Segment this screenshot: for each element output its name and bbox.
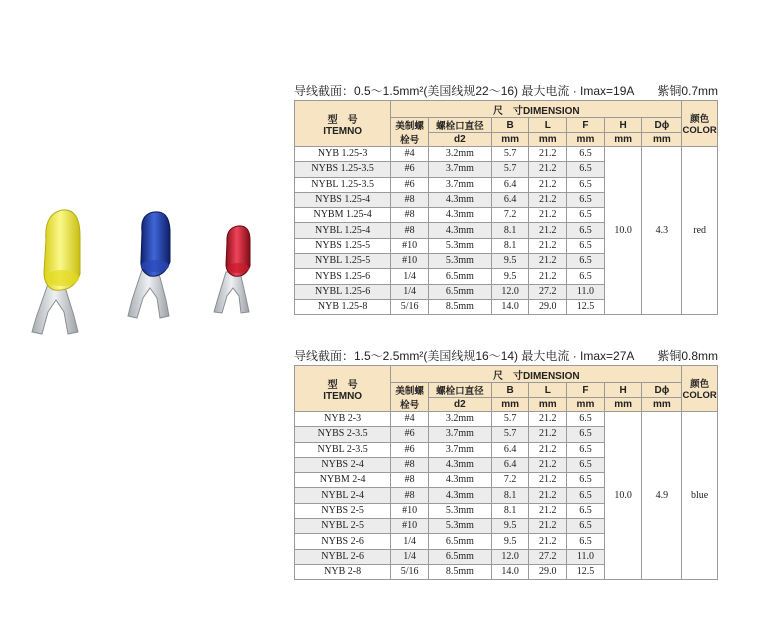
material-label: 紫铜0.8mm xyxy=(657,349,718,363)
blue-fork-terminal xyxy=(128,212,170,318)
us-stud-header xyxy=(391,383,429,412)
l-cell: 21.2 xyxy=(529,192,567,207)
bolt-dia-cell: 5.3mm xyxy=(428,238,491,253)
bolt-dia-cell: 4.3mm xyxy=(428,223,491,238)
f-cell: 6.5 xyxy=(567,269,605,284)
l-cell: 21.2 xyxy=(529,254,567,269)
us-stud-cell: 1/4 xyxy=(391,534,429,549)
b-cell: 5.7 xyxy=(491,162,529,177)
us-stud-cell: #4 xyxy=(391,147,429,162)
l-cell: 21.2 xyxy=(529,534,567,549)
bolt-dia-cell: 3.7mm xyxy=(428,427,491,442)
item-cell: NYBS 2-5 xyxy=(295,503,391,518)
us-stud-cell: 1/4 xyxy=(391,269,429,284)
b-cell: 5.7 xyxy=(491,412,529,427)
color-header xyxy=(682,101,718,147)
item-cell: NYB 1.25-8 xyxy=(295,299,391,314)
b-header: B xyxy=(491,118,529,133)
wire-range-title: 导线截面：1.5～2.5mm²(美国线规16～14) 最大电流 · Imax=27A xyxy=(294,349,635,363)
bolt-dia-cell: 4.3mm xyxy=(428,473,491,488)
item-header-cn: 型 号 xyxy=(327,379,358,391)
unit-header: mm xyxy=(529,133,567,147)
f-cell: 6.5 xyxy=(567,534,605,549)
us-stud-cell: 1/4 xyxy=(391,549,429,564)
f-cell: 6.5 xyxy=(567,503,605,518)
bolt-dia-cell: 5.3mm xyxy=(428,519,491,534)
b-cell: 8.1 xyxy=(491,488,529,503)
b-cell: 8.1 xyxy=(491,238,529,253)
l-cell: 21.2 xyxy=(529,412,567,427)
material-label: 紫铜0.7mm xyxy=(657,84,718,98)
f-cell: 6.5 xyxy=(567,238,605,253)
item-cell: NYBL 1.25-5 xyxy=(295,254,391,269)
item-header xyxy=(295,366,391,412)
unit-header: mm xyxy=(491,133,529,147)
b-cell: 8.1 xyxy=(491,503,529,518)
b-cell: 14.0 xyxy=(491,564,529,579)
dimension-header: 尺 寸DIMENSION xyxy=(391,366,682,383)
item-cell: NYBS 2-4 xyxy=(295,457,391,472)
color-cell: blue xyxy=(682,412,718,580)
item-header-cn: 型 号 xyxy=(327,114,358,126)
us-stud-cell: #6 xyxy=(391,442,429,457)
h-cell: 10.0 xyxy=(604,147,642,315)
b-cell: 5.7 xyxy=(491,147,529,162)
item-cell: NYBS 2-3.5 xyxy=(295,427,391,442)
b-header: B xyxy=(491,383,529,398)
us-stud-cell: #8 xyxy=(391,473,429,488)
l-cell: 21.2 xyxy=(529,488,567,503)
unit-header: mm xyxy=(491,398,529,412)
f-cell: 6.5 xyxy=(567,442,605,457)
b-cell: 6.4 xyxy=(491,442,529,457)
f-cell: 6.5 xyxy=(567,162,605,177)
d2-header: d2 xyxy=(428,398,491,412)
item-cell: NYB 2-3 xyxy=(295,412,391,427)
color-header-en: COLOR xyxy=(682,125,717,136)
b-cell: 9.5 xyxy=(491,269,529,284)
f-cell: 12.5 xyxy=(567,564,605,579)
l-cell: 21.2 xyxy=(529,223,567,238)
f-cell: 11.0 xyxy=(567,284,605,299)
l-cell: 21.2 xyxy=(529,473,567,488)
d2-header: d2 xyxy=(428,133,491,147)
us-stud-cell: #8 xyxy=(391,208,429,223)
table-row xyxy=(295,147,718,162)
b-cell: 7.2 xyxy=(491,208,529,223)
bolt-dia-cell: 3.2mm xyxy=(428,147,491,162)
l-cell: 21.2 xyxy=(529,162,567,177)
f-header: F xyxy=(567,118,605,133)
table-row xyxy=(295,412,718,427)
item-cell: NYBL 1.25-6 xyxy=(295,284,391,299)
bolt-dia-cell: 8.5mm xyxy=(428,564,491,579)
item-cell: NYBS 1.25-6 xyxy=(295,269,391,284)
l-cell: 27.2 xyxy=(529,284,567,299)
f-cell: 6.5 xyxy=(567,192,605,207)
us-stud-header-line1: 美制螺 xyxy=(395,386,424,397)
us-stud-cell: #4 xyxy=(391,412,429,427)
f-cell: 6.5 xyxy=(567,147,605,162)
color-header xyxy=(682,366,718,412)
unit-header: mm xyxy=(604,398,642,412)
l-cell: 29.0 xyxy=(529,299,567,314)
b-cell: 9.5 xyxy=(491,254,529,269)
bolt-dia-cell: 4.3mm xyxy=(428,208,491,223)
item-cell: NYBS 1.25-3.5 xyxy=(295,162,391,177)
bolt-dia-cell: 6.5mm xyxy=(428,284,491,299)
b-cell: 12.0 xyxy=(491,549,529,564)
bolt-dia-cell: 3.7mm xyxy=(428,177,491,192)
us-stud-cell: #6 xyxy=(391,427,429,442)
dimension-header: 尺 寸DIMENSION xyxy=(391,101,682,118)
bolt-dia-cell: 5.3mm xyxy=(428,254,491,269)
l-cell: 21.2 xyxy=(529,269,567,284)
b-cell: 5.7 xyxy=(491,427,529,442)
us-stud-cell: #6 xyxy=(391,162,429,177)
f-cell: 6.5 xyxy=(567,473,605,488)
us-stud-cell: 5/16 xyxy=(391,299,429,314)
b-cell: 12.0 xyxy=(491,284,529,299)
l-cell: 21.2 xyxy=(529,147,567,162)
item-header-en: ITEMNO xyxy=(323,390,363,402)
l-cell: 21.2 xyxy=(529,238,567,253)
red-fork-terminal xyxy=(214,226,250,313)
us-stud-header xyxy=(391,118,429,147)
unit-header: mm xyxy=(529,398,567,412)
bolt-dia-cell: 6.5mm xyxy=(428,269,491,284)
f-cell: 6.5 xyxy=(567,208,605,223)
f-cell: 6.5 xyxy=(567,427,605,442)
bolt-dia-cell: 3.2mm xyxy=(428,412,491,427)
us-stud-header-line1: 美制螺 xyxy=(395,121,424,132)
us-stud-cell: #10 xyxy=(391,503,429,518)
l-header: L xyxy=(529,118,567,133)
h-header: H xyxy=(604,118,642,133)
us-stud-cell: #8 xyxy=(391,223,429,238)
item-cell: NYB 1.25-3 xyxy=(295,147,391,162)
l-cell: 21.2 xyxy=(529,208,567,223)
us-stud-cell: #8 xyxy=(391,488,429,503)
f-cell: 6.5 xyxy=(567,412,605,427)
dphi-cell: 4.9 xyxy=(642,412,682,580)
f-cell: 6.5 xyxy=(567,519,605,534)
bolt-dia-cell: 4.3mm xyxy=(428,457,491,472)
b-cell: 7.2 xyxy=(491,473,529,488)
item-cell: NYBM 1.25-4 xyxy=(295,208,391,223)
h-cell: 10.0 xyxy=(604,412,642,580)
color-cell: red xyxy=(682,147,718,315)
f-cell: 6.5 xyxy=(567,488,605,503)
us-stud-cell: #10 xyxy=(391,519,429,534)
unit-header: mm xyxy=(642,133,682,147)
item-cell: NYBL 2-3.5 xyxy=(295,442,391,457)
item-cell: NYBL 2-4 xyxy=(295,488,391,503)
us-stud-cell: 5/16 xyxy=(391,564,429,579)
f-cell: 6.5 xyxy=(567,457,605,472)
us-stud-header-line2: 栓号 xyxy=(400,400,420,411)
spec-table xyxy=(294,100,718,315)
l-cell: 21.2 xyxy=(529,519,567,534)
item-cell: NYBL 2-6 xyxy=(295,549,391,564)
l-header: L xyxy=(529,383,567,398)
dphi-header: Dϕ xyxy=(642,118,682,133)
us-stud-cell: 1/4 xyxy=(391,284,429,299)
unit-header: mm xyxy=(567,133,605,147)
b-cell: 9.5 xyxy=(491,519,529,534)
bolt-dia-cell: 5.3mm xyxy=(428,503,491,518)
bolt-dia-cell: 6.5mm xyxy=(428,549,491,564)
unit-header: mm xyxy=(642,398,682,412)
fork-terminals-photo xyxy=(14,200,284,350)
dphi-cell: 4.3 xyxy=(642,147,682,315)
bolt-dia-cell: 4.3mm xyxy=(428,192,491,207)
item-cell: NYBS 2-6 xyxy=(295,534,391,549)
l-cell: 21.2 xyxy=(529,457,567,472)
unit-header: mm xyxy=(604,133,642,147)
f-header: F xyxy=(567,383,605,398)
wire-range-title: 导线截面：0.5～1.5mm²(美国线规22～16) 最大电流 · Imax=19A xyxy=(294,84,635,98)
f-cell: 6.5 xyxy=(567,254,605,269)
color-header-cn: 颜色 xyxy=(690,114,710,125)
b-cell: 6.4 xyxy=(491,192,529,207)
l-cell: 21.2 xyxy=(529,442,567,457)
spec-table-body xyxy=(295,147,718,315)
b-cell: 6.4 xyxy=(491,177,529,192)
f-cell: 12.5 xyxy=(567,299,605,314)
f-cell: 6.5 xyxy=(567,223,605,238)
bolt-dia-cell: 6.5mm xyxy=(428,534,491,549)
item-cell: NYBL 1.25-4 xyxy=(295,223,391,238)
item-cell: NYBL 2-5 xyxy=(295,519,391,534)
l-cell: 21.2 xyxy=(529,177,567,192)
f-cell: 6.5 xyxy=(567,177,605,192)
us-stud-cell: #8 xyxy=(391,457,429,472)
bolt-dia-header: 螺栓口直径 xyxy=(428,383,491,398)
bolt-dia-cell: 4.3mm xyxy=(428,488,491,503)
item-cell: NYB 2-8 xyxy=(295,564,391,579)
item-cell: NYBM 2-4 xyxy=(295,473,391,488)
item-header xyxy=(295,101,391,147)
l-cell: 21.2 xyxy=(529,427,567,442)
spec-table-body xyxy=(295,412,718,580)
color-header-cn: 颜色 xyxy=(690,379,710,390)
color-header-en: COLOR xyxy=(682,390,717,401)
yellow-fork-terminal xyxy=(32,210,80,334)
b-cell: 14.0 xyxy=(491,299,529,314)
l-cell: 29.0 xyxy=(529,564,567,579)
unit-header: mm xyxy=(567,398,605,412)
item-cell: NYBS 1.25-4 xyxy=(295,192,391,207)
us-stud-cell: #8 xyxy=(391,192,429,207)
item-header-en: ITEMNO xyxy=(323,125,363,137)
dphi-header: Dϕ xyxy=(642,383,682,398)
bolt-dia-cell: 3.7mm xyxy=(428,162,491,177)
us-stud-header-line2: 栓号 xyxy=(400,135,420,146)
l-cell: 27.2 xyxy=(529,549,567,564)
bolt-dia-cell: 8.5mm xyxy=(428,299,491,314)
bolt-dia-cell: 3.7mm xyxy=(428,442,491,457)
h-header: H xyxy=(604,383,642,398)
us-stud-cell: #10 xyxy=(391,238,429,253)
bolt-dia-header: 螺栓口直径 xyxy=(428,118,491,133)
spec-section-0.5-1.5 xyxy=(294,82,718,315)
b-cell: 6.4 xyxy=(491,457,529,472)
item-cell: NYBL 1.25-3.5 xyxy=(295,177,391,192)
us-stud-cell: #10 xyxy=(391,254,429,269)
l-cell: 21.2 xyxy=(529,503,567,518)
item-cell: NYBS 1.25-5 xyxy=(295,238,391,253)
us-stud-cell: #6 xyxy=(391,177,429,192)
f-cell: 11.0 xyxy=(567,549,605,564)
b-cell: 9.5 xyxy=(491,534,529,549)
b-cell: 8.1 xyxy=(491,223,529,238)
spec-table xyxy=(294,365,718,580)
spec-section-1.5-2.5 xyxy=(294,347,718,580)
